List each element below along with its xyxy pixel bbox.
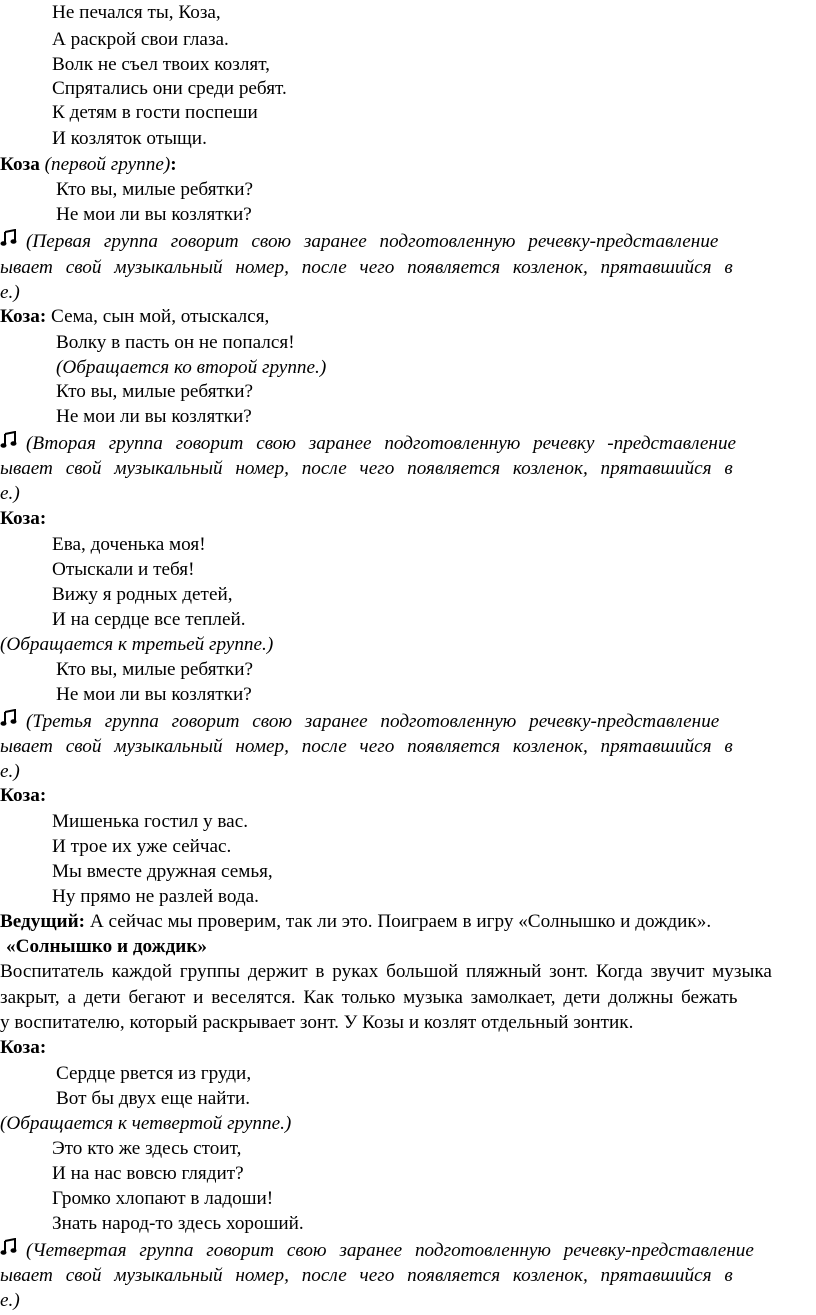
- speaker-line: [0, 153, 177, 177]
- text-line: ывает свой музыкальный номер, после чего появляется козленок, прятавшийся в: [0, 458, 733, 479]
- text-line: Громко хлопают в ладоши!: [52, 1188, 274, 1209]
- text-line: Это кто же здесь стоит,: [52, 1138, 242, 1159]
- stage-direction: (Обращается к третьей группе.): [0, 634, 274, 655]
- text-line: Ева, доченька моя!: [52, 534, 206, 555]
- speaker-name: Ведущий:: [0, 911, 86, 932]
- stage-direction: (Вторая группа говорит свою заранее подготовленную речевку -представление: [26, 433, 737, 454]
- music-note-line: [0, 229, 718, 253]
- text-line: Кто вы, милые ребятки?: [56, 179, 254, 200]
- text-line: Знать народ-то здесь хороший.: [52, 1213, 304, 1234]
- text-line: ывает свой музыкальный номер, после чего появляется козленок, прятавшийся в: [0, 736, 733, 757]
- text-line: ывает свой музыкальный номер, после чего появляется козленок, прятавшийся в: [0, 1265, 733, 1286]
- music-note-icon: [0, 431, 26, 456]
- stage-direction: (первой группе): [44, 154, 171, 175]
- text-line: Не мои ли вы козлятки?: [56, 406, 252, 427]
- speaker-line: [0, 305, 269, 329]
- music-note-icon: [0, 229, 26, 254]
- speaker-name: Коза:: [0, 508, 47, 529]
- stage-direction: (Первая группа говорит свою заранее подготовленную речевку-представление: [26, 231, 719, 252]
- music-note-line: [0, 1238, 754, 1262]
- stage-direction: (Третья группа говорит свою заранее подготовленную речевку-представление: [26, 711, 720, 732]
- text-line: Ну прямо не разлей вода.: [52, 886, 259, 907]
- text-line: И на нас вовсю глядит?: [52, 1163, 244, 1184]
- text-line: е.): [0, 483, 20, 504]
- text-line: И на сердце все теплей.: [52, 609, 246, 630]
- music-note-line: [0, 431, 736, 455]
- text-line: К детям в гости поспеши: [52, 102, 258, 123]
- text-line: Волку в пасть он не попался!: [56, 332, 295, 353]
- text-line: Мы вместе дружная семья,: [52, 861, 273, 882]
- text-line: Кто вы, милые ребятки?: [56, 659, 254, 680]
- text-line: е.): [0, 282, 20, 303]
- paragraph-line: закрыт, а дети бегают и веселятся. Как только музыка замолкает, дети должны бежать: [0, 987, 738, 1008]
- text-line: Мишенька гостил у вас.: [52, 811, 249, 832]
- music-note-icon: [0, 1238, 26, 1263]
- speaker-text: А сейчас мы проверим, так ли это. Поиграем в игру «Солнышко и дождик».: [89, 911, 712, 932]
- paragraph-line: у воспитателю, который раскрывает зонт. У Козы и козлят отдельный зонтик.: [0, 1012, 634, 1033]
- text-line: Волк не съел твоих козлят,: [52, 54, 270, 75]
- speaker-name: Коза:: [0, 1037, 47, 1058]
- speaker-text: Сема, сын мой, отыскался,: [51, 306, 270, 327]
- text-line: А раскрой свои глаза.: [52, 29, 229, 50]
- speaker-name: Коза: [0, 154, 40, 175]
- paragraph-line: Воспитатель каждой группы держит в руках большой пляжный зонт. Когда звучит музыка: [0, 961, 772, 982]
- text-line: Не мои ли вы козлятки?: [56, 684, 252, 705]
- music-note-line: [0, 709, 719, 733]
- text-line: Отыскали и тебя!: [52, 559, 195, 580]
- speaker-name: Коза:: [0, 785, 47, 806]
- text-line: Не мои ли вы козлятки?: [56, 204, 252, 225]
- text-line: Спрятались они среди ребят.: [52, 78, 287, 99]
- text-line: Не печался ты, Коза,: [52, 2, 221, 23]
- music-note-icon: [0, 709, 26, 734]
- text-line: И трое их уже сейчас.: [52, 836, 232, 857]
- text-line: Сердце рвется из груди,: [56, 1063, 252, 1084]
- stage-direction: (Обращается ко второй группе.): [56, 357, 327, 378]
- text-line: е.): [0, 1290, 20, 1311]
- text-line: Вижу я родных детей,: [52, 584, 233, 605]
- text-line: И козляток отыщи.: [52, 128, 207, 149]
- text-line: е.): [0, 761, 20, 782]
- text-line: Вот бы двух еще найти.: [56, 1088, 251, 1109]
- speaker-colon: :: [170, 154, 177, 175]
- text-line: Кто вы, милые ребятки?: [56, 381, 254, 402]
- speaker-name: Коза:: [0, 306, 47, 327]
- text-line: ывает свой музыкальный номер, после чего появляется козленок, прятавшийся в: [0, 257, 733, 278]
- stage-direction: (Обращается к четвертой группе.): [0, 1113, 292, 1134]
- speaker-line: [0, 910, 711, 934]
- game-title: «Солнышко и дождик»: [6, 936, 207, 957]
- stage-direction: (Четвертая группа говорит свою заранее подготовленную речевку-представление: [26, 1240, 754, 1261]
